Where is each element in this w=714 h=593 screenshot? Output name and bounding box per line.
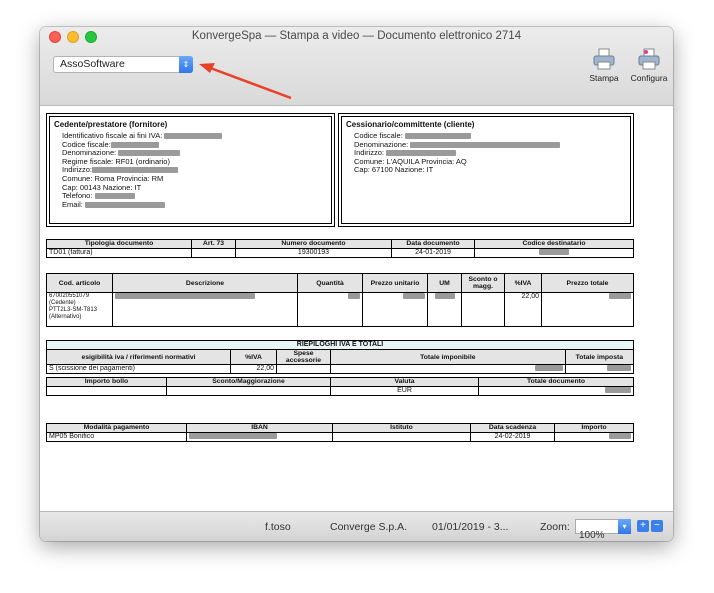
item-code-line: 670020551079 <box>49 293 90 299</box>
table-cell <box>331 365 566 374</box>
zoom-in-button[interactable]: + <box>637 520 649 532</box>
redacted-block <box>539 249 569 255</box>
table-cell <box>192 249 236 258</box>
software-selector-value: AssoSoftware <box>60 58 125 70</box>
status-bar <box>40 511 673 541</box>
column-header: Importo bollo <box>47 378 167 387</box>
table-cell: S (scissione dei pagamenti) <box>47 365 231 374</box>
item-code-line: PTT2L3-SM-T813 <box>49 307 98 313</box>
column-header: Sconto/Maggiorazione <box>167 378 331 387</box>
zoom-value: 100% <box>579 530 605 541</box>
table-row <box>47 249 634 258</box>
status-user: f.toso <box>265 521 291 533</box>
document-info-table <box>46 239 634 258</box>
table-cell <box>479 387 634 396</box>
column-header: Numero documento <box>236 240 392 249</box>
cessionario-line: Denominazione: <box>354 139 409 149</box>
redacted-block <box>115 293 255 299</box>
titlebar <box>40 27 673 106</box>
redacted-block <box>164 133 222 139</box>
redacted-block <box>403 293 425 299</box>
software-selector[interactable] <box>53 56 193 73</box>
chevron-down-icon: ▾ <box>618 519 631 534</box>
redacted-block <box>95 193 135 199</box>
cedente-line: Identificativo fiscale ai fini IVA: <box>62 131 163 140</box>
table-row <box>47 293 634 327</box>
cessionario-line: Indirizzo: <box>354 148 385 158</box>
table-cell <box>428 293 462 327</box>
column-header: Spese accessorie <box>277 350 331 365</box>
column-header: Prezzo unitario <box>363 274 428 293</box>
table-cell: 22,00 <box>505 293 542 327</box>
redacted-block <box>607 365 631 371</box>
cedente-box <box>46 113 335 227</box>
column-header: Prezzo totale <box>542 274 634 293</box>
column-header: Totale documento <box>479 378 634 387</box>
cedente-line: Denominazione: <box>62 148 117 158</box>
printer-icon <box>592 47 616 71</box>
table-cell: 19300193 <box>236 249 392 258</box>
configure-label: Configura <box>630 73 668 83</box>
document-preview <box>40 107 673 511</box>
cessionario-line: Codice fiscale: <box>354 131 403 140</box>
table-cell <box>167 387 331 396</box>
print-label: Stampa <box>589 73 619 83</box>
table-cell <box>333 433 471 442</box>
table-row <box>47 387 634 396</box>
cessionario-line: Comune: L'AQUILA Provincia: AQ <box>354 156 467 166</box>
table-cell: MP05 Bonifico <box>47 433 187 442</box>
cedente-line: Email: <box>62 199 83 209</box>
redacted-block <box>386 150 456 156</box>
table-cell: TD01 (fattura) <box>47 249 192 258</box>
table-cell <box>462 293 505 327</box>
table-cell: 24-01-2019 <box>392 249 475 258</box>
cessionario-heading: Cessionario/committente (cliente) <box>346 120 475 129</box>
cedente-line: Codice fiscale: <box>62 139 111 149</box>
configure-button[interactable] <box>627 47 671 83</box>
cedente-line: Regime fiscale: RF01 (ordinario) <box>62 156 170 166</box>
column-header: Importo <box>555 424 634 433</box>
table-cell <box>298 293 363 327</box>
column-header: Codice destinatario <box>475 240 634 249</box>
cessionario-line: Cap: 67100 Nazione: IT <box>354 165 434 175</box>
column-header: %IVA <box>505 274 542 293</box>
column-header: %IVA <box>231 350 277 365</box>
redacted-block <box>348 293 360 299</box>
column-header: UM <box>428 274 462 293</box>
redacted-block <box>111 142 159 148</box>
column-header: Data documento <box>392 240 475 249</box>
redacted-block <box>405 133 471 139</box>
table-cell <box>542 293 634 327</box>
column-header: Sconto o magg. <box>462 274 505 293</box>
table-cell: 24-02-2019 <box>471 433 555 442</box>
window-title: KonvergeSpa — Stampa a video — Documento elettronico 2714 <box>191 30 522 42</box>
table-cell <box>47 293 113 327</box>
app-window <box>40 27 673 541</box>
items-table <box>46 273 634 327</box>
zoom-label: Zoom: <box>540 521 570 533</box>
column-header: Totale imponibile <box>331 350 566 365</box>
redacted-block <box>609 433 631 439</box>
table-cell <box>475 249 634 258</box>
column-header: esigibilità iva / riferimenti normativi <box>47 350 231 365</box>
table-cell <box>277 365 331 374</box>
cedente-heading: Cedente/prestatore (fornitore) <box>54 120 168 129</box>
cessionario-box <box>338 113 634 227</box>
table-cell <box>113 293 298 327</box>
redacted-block <box>189 433 277 439</box>
redacted-block <box>535 365 563 371</box>
item-code-line: (Cedente) <box>49 300 76 306</box>
redacted-block <box>85 202 165 208</box>
table-cell: 22,00 <box>231 365 277 374</box>
cedente-line: Comune: Roma Provincia: RM <box>62 173 164 183</box>
column-header: Tipologia documento <box>47 240 192 249</box>
table-cell: EUR <box>331 387 479 396</box>
table-cell <box>187 433 333 442</box>
redacted-block <box>410 142 560 148</box>
column-header: Modalità pagamento <box>47 424 187 433</box>
print-button[interactable] <box>582 47 626 83</box>
column-header: Totale imposta <box>565 350 633 365</box>
column-header: Data scadenza <box>471 424 555 433</box>
cedente-line: Telefono: <box>62 191 93 201</box>
column-header: IBAN <box>187 424 333 433</box>
table-cell <box>47 387 167 396</box>
payment-table <box>46 423 634 442</box>
cedente-line: Cap: 00143 Nazione: IT <box>62 182 142 192</box>
item-code-line: (Alternativo) <box>49 314 82 320</box>
printer-settings-icon <box>637 47 661 71</box>
cedente-line: Indirizzo: <box>62 165 93 175</box>
status-date: 01/01/2019 - 3... <box>432 521 509 533</box>
redacted-block <box>92 167 178 173</box>
table-row <box>47 433 634 442</box>
vat-summary-table <box>46 340 634 374</box>
table-cell <box>363 293 428 327</box>
column-header: Art. 73 <box>192 240 236 249</box>
status-company: Converge S.p.A. <box>330 521 408 533</box>
column-header: Descrizione <box>113 274 298 293</box>
table-row <box>47 365 634 374</box>
summary-title: RIEPILOGHI IVA E TOTALI <box>47 341 634 350</box>
redacted-block <box>435 293 455 299</box>
table-cell <box>555 433 634 442</box>
zoom-out-button[interactable]: − <box>651 520 663 532</box>
table-cell <box>565 365 633 374</box>
zoom-select[interactable] <box>575 519 631 541</box>
annotation-arrow <box>195 60 295 102</box>
redacted-block <box>609 293 631 299</box>
column-header: Quantità <box>298 274 363 293</box>
totals-table <box>46 377 634 396</box>
redacted-block <box>118 150 180 156</box>
column-header: Istituto <box>333 424 471 433</box>
redacted-block <box>605 387 631 393</box>
column-header: Valuta <box>331 378 479 387</box>
chevron-updown-icon: ⇕ <box>179 56 193 73</box>
column-header: Cod. articolo <box>47 274 113 293</box>
